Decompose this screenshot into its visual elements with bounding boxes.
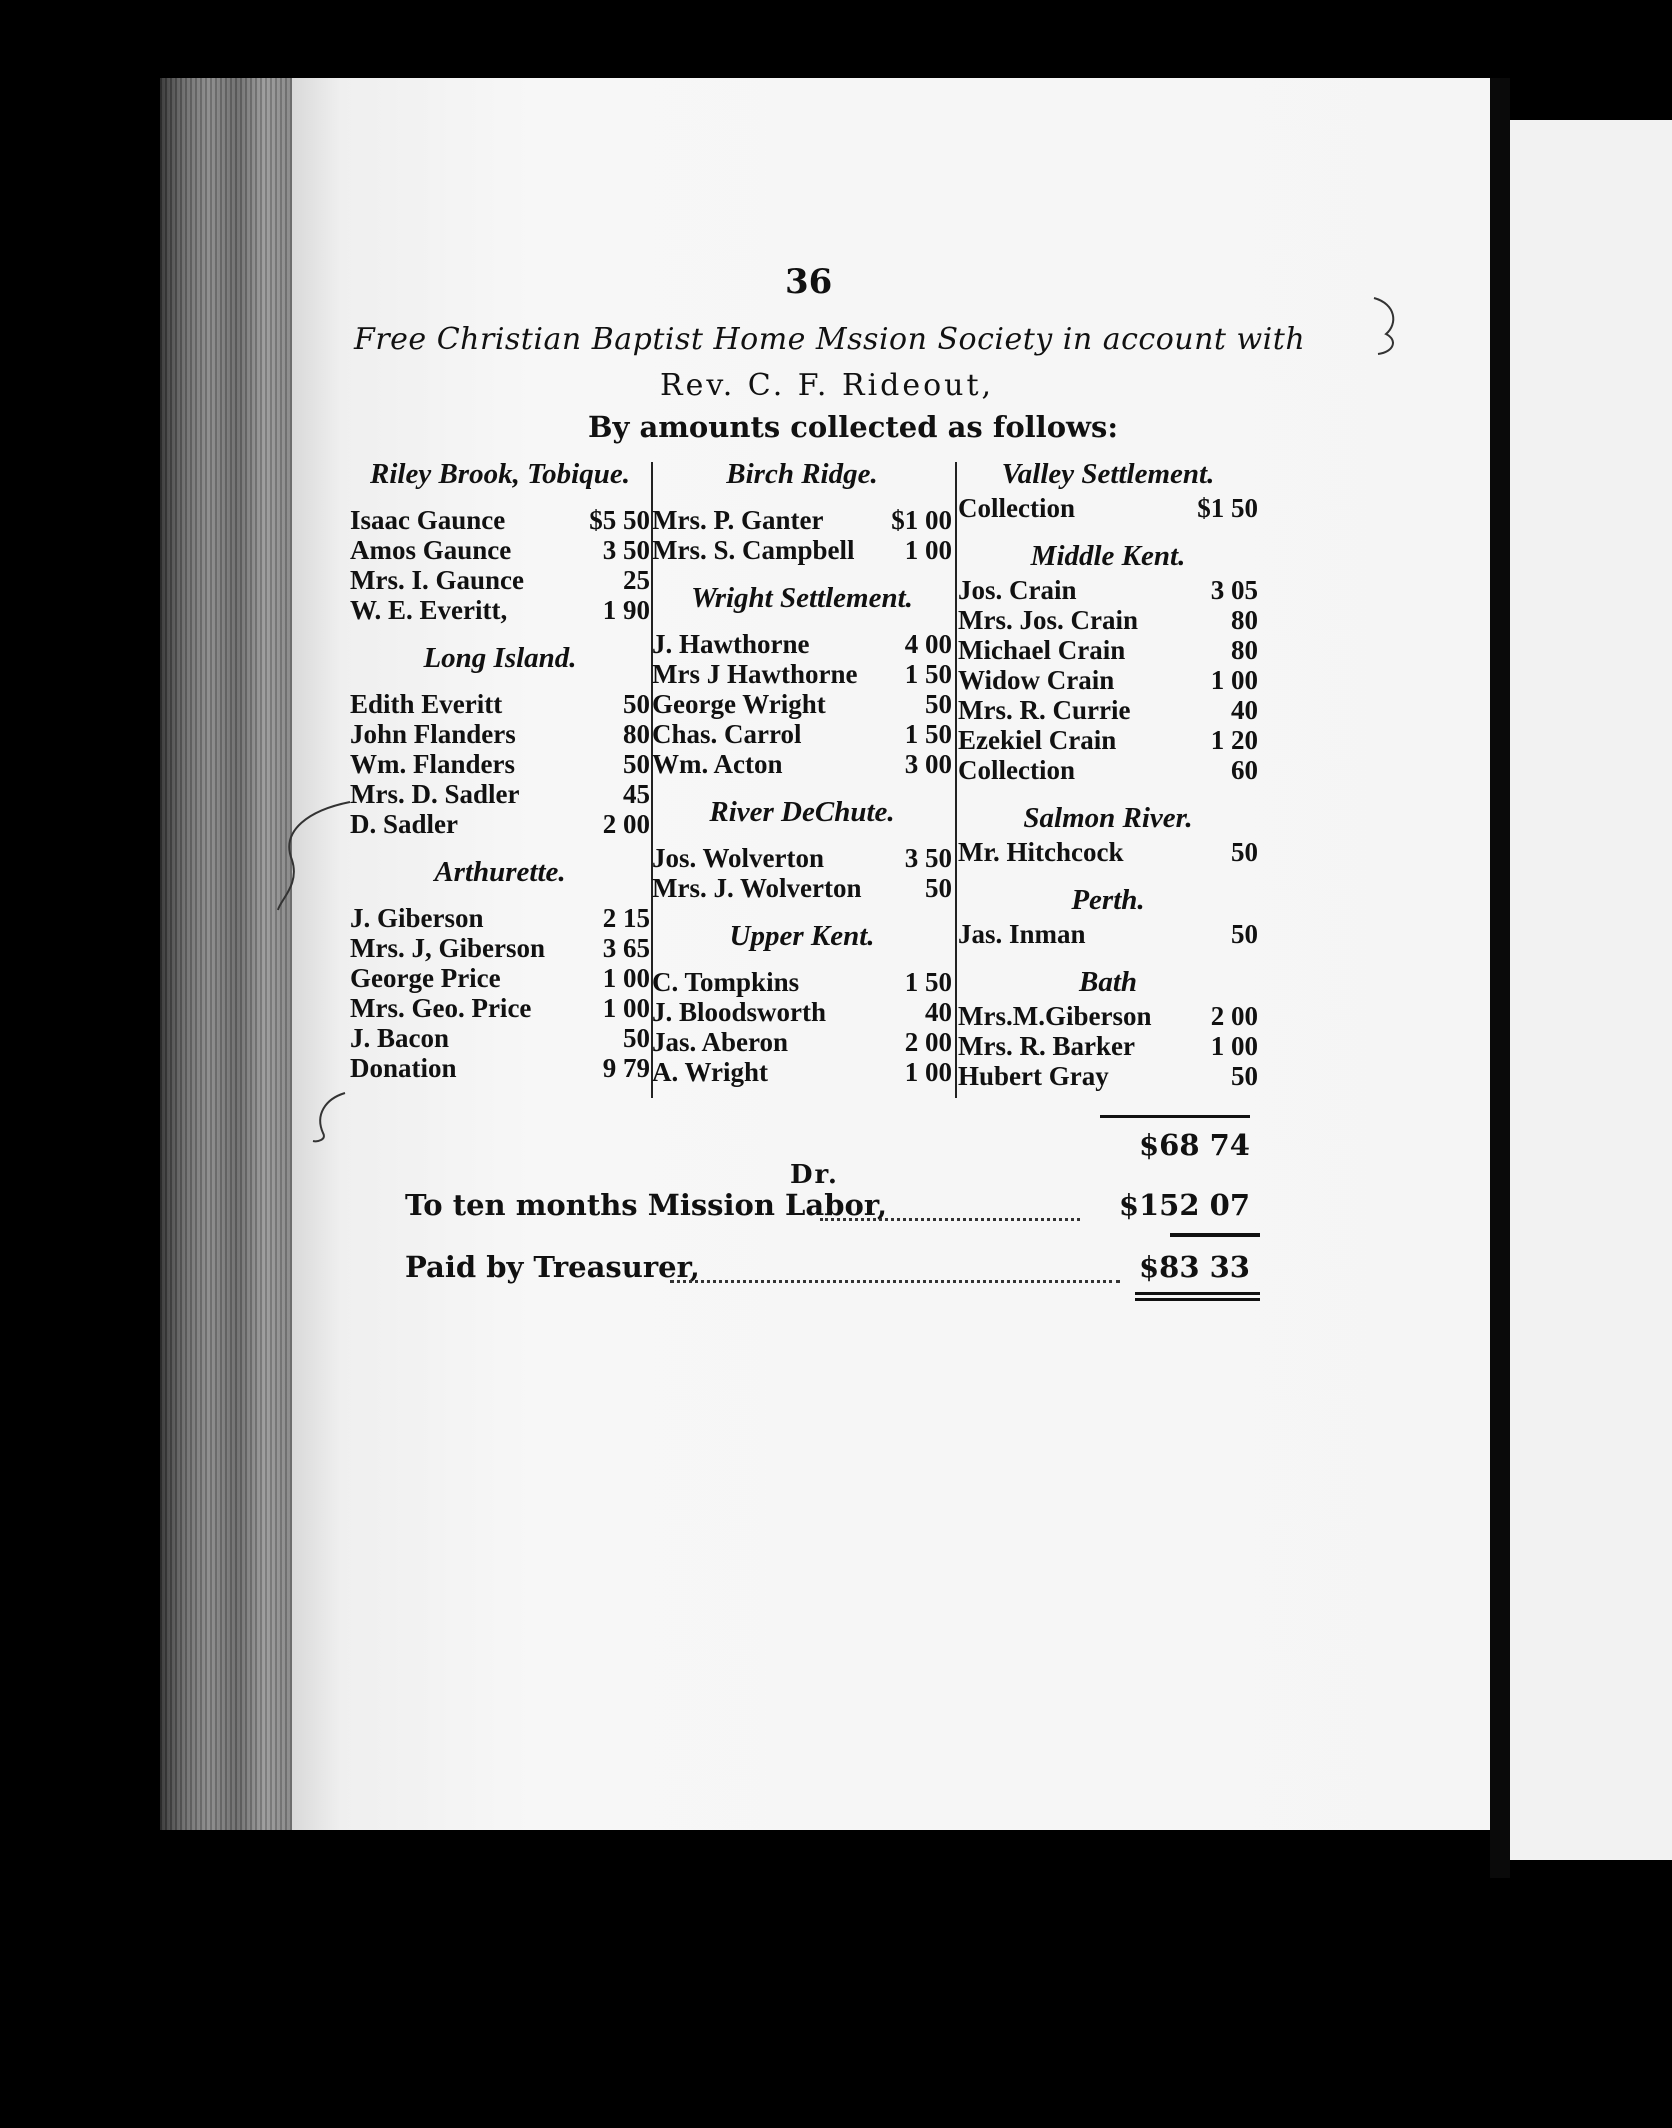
donor-name: John Flanders: [350, 719, 516, 749]
collection-entry: [652, 843, 952, 873]
collection-entry: [350, 1023, 650, 1053]
donation-amount: 40: [1231, 695, 1258, 725]
collection-entry: [652, 1057, 952, 1087]
place-heading: Riley Brook, Tobique.: [370, 458, 630, 490]
donor-name: Mrs J Hawthorne: [652, 659, 858, 689]
collection-entry: [350, 505, 650, 535]
donor-name: W. E. Everitt,: [350, 595, 508, 625]
book-page-edges: [160, 78, 300, 1830]
collections-column-3: [958, 455, 1258, 1091]
collection-entry: [652, 535, 952, 565]
collection-entry: [350, 963, 650, 993]
donor-name: Edith Everitt: [350, 689, 503, 719]
donor-name: Mrs. J, Giberson: [350, 933, 545, 963]
facing-page-edge: [1510, 120, 1672, 1860]
collection-entry: [350, 993, 650, 1023]
place-heading: Bath: [1078, 966, 1138, 998]
donor-name: Amos Gaunce: [350, 535, 512, 565]
donor-name: Michael Crain: [958, 635, 1126, 665]
book-gutter: [1490, 78, 1510, 1878]
donor-name: D. Sadler: [350, 809, 458, 839]
paid-by-treasurer-amount: $83 33: [1139, 1250, 1250, 1284]
mission-labor-line: [405, 1188, 1250, 1228]
collection-entry: [652, 505, 952, 535]
page-number: 36: [785, 262, 833, 302]
donor-name: Mrs. J. Wolverton: [652, 873, 862, 903]
donor-name: J. Giberson: [350, 903, 484, 933]
collection-entry: [958, 695, 1258, 725]
collection-entry: [652, 1027, 952, 1057]
pencil-mark: [305, 1085, 365, 1145]
donor-name: Mrs. D. Sadler: [350, 779, 520, 809]
donor-name: George Price: [350, 963, 501, 993]
collections-subtitle: By amounts collected as follows:: [588, 410, 1119, 444]
donation-amount: 60: [1231, 755, 1258, 785]
place-heading: River DeChute.: [709, 796, 895, 828]
donor-name: C. Tompkins: [652, 967, 800, 997]
collection-entry: [350, 565, 650, 595]
donation-amount: 4 00: [904, 629, 952, 659]
donation-amount: 25: [623, 565, 650, 595]
donor-name: Ezekiel Crain: [958, 725, 1117, 755]
paid-by-treasurer-line: [405, 1250, 1250, 1290]
debit-heading: Dr.: [790, 1160, 839, 1190]
place-heading: Wright Settlement.: [691, 582, 913, 614]
donor-name: Jas. Aberon: [652, 1027, 789, 1057]
donation-amount: 80: [623, 719, 650, 749]
donation-amount: 50: [1231, 919, 1258, 949]
place-heading: Long Island.: [423, 642, 577, 674]
place-heading: Salmon River.: [1023, 802, 1193, 834]
donor-name: Mrs. S. Campbell: [652, 535, 855, 565]
donor-name: Mrs. R. Barker: [958, 1031, 1135, 1061]
mission-labor-amount: $152 07: [1118, 1188, 1250, 1222]
donor-name: Widow Crain: [958, 665, 1115, 695]
collection-entry: [958, 1061, 1258, 1091]
collection-entry: [350, 809, 650, 839]
donation-amount: 1 20: [1210, 725, 1258, 755]
donor-name: Isaac Gaunce: [350, 505, 506, 535]
collection-entry: [652, 689, 952, 719]
donation-amount: 1 00: [1210, 665, 1258, 695]
collection-entry: [958, 665, 1258, 695]
donation-amount: 3 50: [904, 843, 952, 873]
donation-amount: 1 00: [602, 993, 650, 1023]
column-divider: [955, 462, 957, 1098]
collection-entry: [652, 629, 952, 659]
donation-amount: 50: [1231, 1061, 1258, 1091]
donor-name: J. Bloodsworth: [652, 997, 827, 1027]
donation-amount: $1 00: [891, 505, 952, 535]
subtotal-rule: [1170, 1233, 1260, 1237]
donor-name: Collection: [958, 493, 1075, 523]
collection-entry: [652, 659, 952, 689]
donation-amount: 3 65: [602, 933, 650, 963]
donation-amount: 50: [623, 689, 650, 719]
donation-amount: 2 15: [602, 903, 650, 933]
account-title: Free Christian Baptist Home Mssion Society in account with: [354, 322, 1306, 357]
pencil-mark: [270, 790, 360, 920]
donation-amount: 1 00: [1210, 1031, 1258, 1061]
collection-entry: [652, 749, 952, 779]
collection-entry: [350, 933, 650, 963]
donor-name: Jos. Crain: [958, 575, 1077, 605]
collection-entry: [652, 997, 952, 1027]
donor-name: George Wright: [652, 689, 826, 719]
donor-name: Mr. Hitchcock: [958, 837, 1124, 867]
collection-entry: [350, 535, 650, 565]
mission-labor-label: To ten months Mission Labor,: [405, 1188, 888, 1222]
leader-dots: [820, 1188, 1080, 1221]
donation-amount: 50: [1231, 837, 1258, 867]
donation-amount: 50: [925, 873, 952, 903]
pencil-mark: [1368, 290, 1408, 360]
donor-name: A. Wright: [652, 1057, 769, 1087]
donor-name: J. Bacon: [350, 1023, 450, 1053]
donation-amount: 3 05: [1210, 575, 1258, 605]
donation-amount: 3 50: [602, 535, 650, 565]
donor-name: Donation: [350, 1053, 457, 1083]
collections-column-2: [652, 455, 952, 1087]
donor-name: Mrs. I. Gaunce: [350, 565, 524, 595]
collection-entry: [350, 903, 650, 933]
donor-name: Chas. Carrol: [652, 719, 802, 749]
account-recipient: Rev. C. F. Rideout,: [660, 368, 995, 403]
collection-entry: [350, 779, 650, 809]
place-heading: Birch Ridge.: [726, 458, 878, 490]
donor-name: Mrs.M.Giberson: [958, 1001, 1152, 1031]
donation-amount: 1 50: [904, 719, 952, 749]
donation-amount: $1 50: [1197, 493, 1258, 523]
paid-by-treasurer-label: Paid by Treasurer,: [405, 1250, 700, 1284]
final-double-rule: [1135, 1292, 1260, 1301]
collection-entry: [958, 919, 1258, 949]
donor-name: Jos. Wolverton: [652, 843, 825, 873]
donation-amount: $5 50: [589, 505, 650, 535]
collection-entry: [958, 605, 1258, 635]
donation-amount: 1 90: [602, 595, 650, 625]
donation-amount: 40: [925, 997, 952, 1027]
donation-amount: 2 00: [904, 1027, 952, 1057]
donation-amount: 80: [1231, 635, 1258, 665]
donor-name: Mrs. Geo. Price: [350, 993, 532, 1023]
collection-entry: [652, 719, 952, 749]
collection-entry: [958, 1001, 1258, 1031]
collection-entry: [652, 873, 952, 903]
collection-entry: [350, 749, 650, 779]
donation-amount: 1 50: [904, 659, 952, 689]
donation-amount: 50: [623, 749, 650, 779]
collection-entry: [350, 719, 650, 749]
donation-amount: 1 00: [904, 535, 952, 565]
donor-name: Wm. Acton: [652, 749, 783, 779]
place-heading: Arthurette.: [434, 856, 566, 888]
donor-name: Hubert Gray: [958, 1061, 1109, 1091]
collection-entry: [350, 595, 650, 625]
donor-name: Mrs. Jos. Crain: [958, 605, 1138, 635]
donation-amount: 80: [1231, 605, 1258, 635]
collections-column-1: [350, 455, 650, 1083]
donation-amount: 2 00: [602, 809, 650, 839]
donation-amount: 9 79: [602, 1053, 650, 1083]
place-heading: Valley Settlement.: [1001, 458, 1215, 490]
donation-amount: 50: [623, 1023, 650, 1053]
donation-amount: 1 50: [904, 967, 952, 997]
donation-amount: 3 00: [904, 749, 952, 779]
donation-amount: 45: [623, 779, 650, 809]
collection-entry: [350, 689, 650, 719]
total-collected: $68 74: [1100, 1115, 1250, 1162]
donor-name: Jas. Inman: [958, 919, 1086, 949]
place-heading: Middle Kent.: [1030, 540, 1186, 572]
collection-entry: [958, 575, 1258, 605]
donation-amount: 1 00: [904, 1057, 952, 1087]
donation-amount: 1 00: [602, 963, 650, 993]
collection-entry: [958, 725, 1258, 755]
collection-entry: [958, 635, 1258, 665]
collection-entry: [958, 755, 1258, 785]
donation-amount: 2 00: [1210, 1001, 1258, 1031]
donor-name: Mrs. R. Currie: [958, 695, 1131, 725]
collection-entry: [350, 1053, 650, 1083]
collection-entry: [958, 837, 1258, 867]
donor-name: Mrs. P. Ganter: [652, 505, 824, 535]
collection-entry: [958, 1031, 1258, 1061]
collection-entry: [652, 967, 952, 997]
donor-name: Wm. Flanders: [350, 749, 515, 779]
collection-entry: [958, 493, 1258, 523]
place-heading: Perth.: [1071, 884, 1145, 916]
place-heading: Upper Kent.: [729, 920, 875, 952]
donation-amount: 50: [925, 689, 952, 719]
donor-name: Collection: [958, 755, 1075, 785]
leader-dots: [670, 1250, 1120, 1283]
donor-name: J. Hawthorne: [652, 629, 810, 659]
